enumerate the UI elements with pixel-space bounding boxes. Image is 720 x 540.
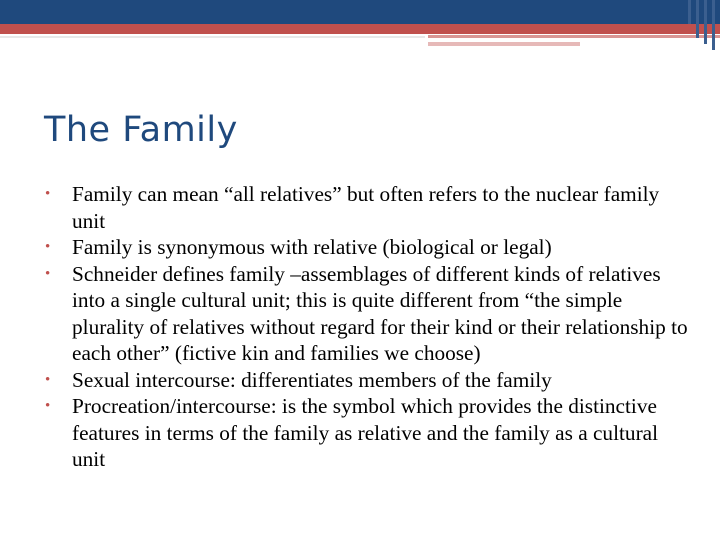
header-red-band: [0, 24, 720, 34]
bullet-dot-icon: •: [45, 398, 51, 414]
header-blue-band: [0, 0, 720, 24]
bullet-dot-icon: •: [45, 239, 51, 255]
bullet-item: [44, 181, 694, 234]
bullet-dot-icon: •: [45, 265, 51, 282]
header-stripe: [688, 0, 691, 24]
header-gray-line: [0, 36, 425, 38]
bullet-list: [44, 181, 694, 473]
bullet-text: Family is synonymous with relative (biological or legal): [72, 235, 552, 259]
header-stripe: [712, 0, 715, 50]
bullet-item: [44, 261, 694, 367]
bullet-dot-icon: •: [45, 371, 51, 388]
header-red-line: [428, 35, 720, 38]
bullet-text: Schneider defines family –assemblages of different kinds of relatives into a single cultural unit; this is quite different from “the simple plurality of relatives without regard for their kind or their relationship to each other” (fictive kin and families we choose): [72, 261, 688, 365]
bullet-item: [44, 234, 694, 261]
bullet-dot-icon: •: [45, 186, 51, 202]
bullet-text: Procreation/intercourse: is the symbol which provides the distinctive features in terms of the family as relative and the family as a cultural unit: [72, 394, 659, 471]
slide-title: The Family: [44, 110, 238, 150]
header-red-line-short: [428, 42, 580, 46]
bullet-item: [44, 393, 694, 473]
header-decoration: [0, 0, 720, 50]
header-stripe: [704, 0, 707, 44]
bullet-text: Sexual intercourse: differentiates members of the family: [72, 367, 552, 392]
header-stripe: [696, 0, 699, 38]
bullet-text: Family can mean “all relatives” but often refers to the nuclear family unit: [72, 182, 660, 233]
bullet-item: [44, 367, 694, 394]
